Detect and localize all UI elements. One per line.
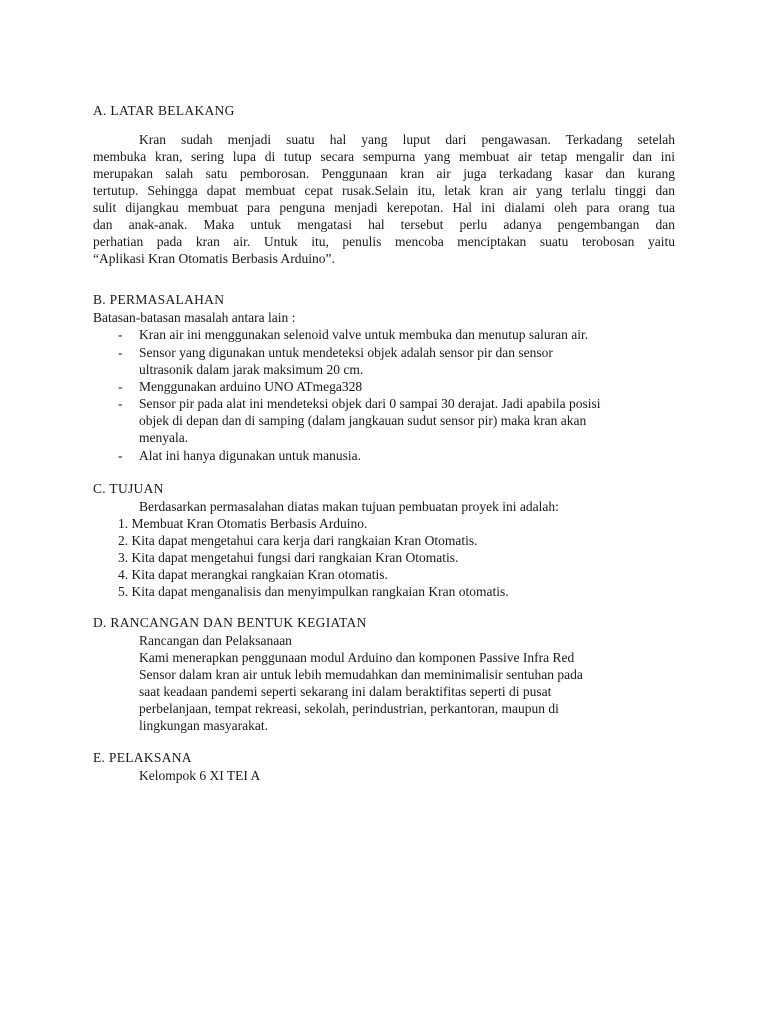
section-d-line: Kami menerapkan penggunaan modul Arduino dan komponen Passive Infra Red [139,650,575,665]
section-a-line: merupakan salah satu pemborosan. Penggunaan kran air juga terkadang kasar dan kurang [93,166,675,181]
section-a-line: tertutup. Sehingga dapat membuat cepat rusak.Selain itu, letak kran air yang terlalu tinggi dan [93,183,675,198]
bullet-dash: - [118,327,123,342]
numbered-item: 3. Kita dapat mengetahui fungsi dari rangkaian Kran Otomatis. [118,550,459,565]
list-item: Sensor yang digunakan untuk mendeteksi objek adalah sensor pir dan sensor [139,345,553,360]
bullet-dash: - [118,379,123,394]
section-a-line: dan anak-anak. Maka untuk mengatasi hal tersebut perlu adanya pengembangan dan [93,217,675,232]
bullet-dash: - [118,396,123,411]
section-b-heading: B. PERMASALAHAN [93,292,225,307]
section-b-intro: Batasan-batasan masalah antara lain : [93,310,296,325]
list-item: Kran air ini menggunakan selenoid valve untuk membuka dan menutup saluran air. [139,327,589,342]
section-a-line: membuka kran, sering lupa di tutup secara sempurna yang membuat air tetap mengalir dan ini [93,149,675,164]
section-d-line: Sensor dalam kran air untuk lebih memudahkan dan meminimalisir sentuhan pada [139,667,583,682]
list-item: Sensor pir pada alat ini mendeteksi objek dari 0 sampai 30 derajat. Jadi apabila posisi [139,396,601,411]
list-item: Menggunakan arduino UNO ATmega328 [139,379,363,394]
section-d-line: perbelanjaan, tempat rekreasi, sekolah, perindustrian, perkantoran, maupun di [139,701,559,716]
section-d-line: lingkungan masyarakat. [139,718,268,733]
section-d-line: saat keadaan pandemi seperti sekarang ini dalam beraktifitas seperti di pusat [139,684,552,699]
section-c-intro: Berdasarkan permasalahan diatas makan tujuan pembuatan proyek ini adalah: [139,499,559,514]
section-a-line: sulit dijangkau membuat para penguna menjadi kerepotan. Hal ini dialami oleh para orang tua [93,200,675,215]
bullet-dash: - [118,345,123,360]
section-c-heading: C. TUJUAN [93,481,164,496]
section-d-heading: D. RANCANGAN DAN BENTUK KEGIATAN [93,615,367,630]
section-d-subheading: Rancangan dan Pelaksanaan [139,633,292,648]
bullet-dash: - [118,448,123,463]
numbered-item: 1. Membuat Kran Otomatis Berbasis Arduino. [118,516,368,531]
section-a-line: “Aplikasi Kran Otomatis Berbasis Arduino”. [93,251,335,266]
numbered-item: 5. Kita dapat menganalisis dan menyimpulkan rangkaian Kran otomatis. [118,584,509,599]
list-item-continuation: objek di depan dan di samping (dalam jangkauan sudut sensor pir) maka kran akan [139,413,587,428]
section-a-heading: A. LATAR BELAKANG [93,103,235,118]
numbered-item: 2. Kita dapat mengetahui cara kerja dari rangkaian Kran Otomatis. [118,533,478,548]
section-a-line: Kran sudah menjadi suatu hal yang luput dari pengawasan. Terkadang setelah [139,132,675,147]
list-item-continuation: menyala. [139,430,189,445]
list-item-continuation: ultrasonik dalam jarak maksimum 20 cm. [139,362,364,377]
section-e-text: Kelompok 6 XI TEI A [139,768,261,783]
list-item: Alat ini hanya digunakan untuk manusia. [139,448,361,463]
numbered-item: 4. Kita dapat merangkai rangkaian Kran otomatis. [118,567,388,582]
section-a-line: perhatian pada kran air. Untuk itu, penulis mencoba menciptakan suatu terobosan yaitu [93,234,675,249]
section-e-heading: E. PELAKSANA [93,750,192,765]
